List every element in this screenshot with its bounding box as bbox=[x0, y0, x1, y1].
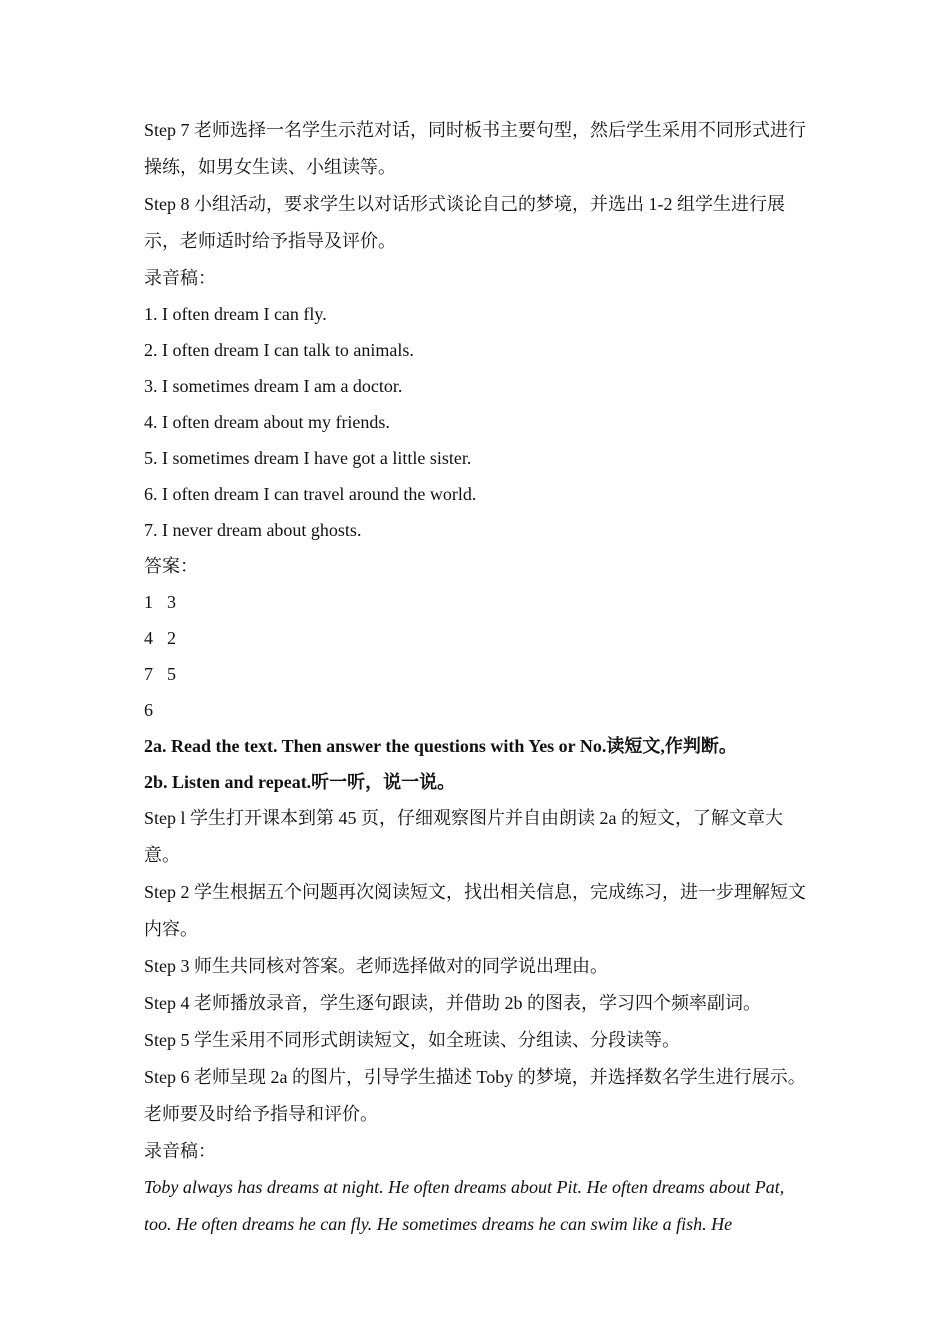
section-heading-2a: 2a. Read the text. Then answer the questions with Yes or No.读短文,作判断。 bbox=[144, 736, 737, 756]
answer-row-2 bbox=[144, 620, 810, 656]
step-5-paragraph: Step 5 学生采用不同形式朗读短文，如全班读、分组读、分段读等。 bbox=[144, 1030, 680, 1050]
answer-value: 3 bbox=[167, 592, 176, 612]
step-6-paragraph: Step 6 老师呈现 2a 的图片，引导学生描述 Toby 的梦境，并选择数名学生进行展示。老师要及时给予指导和评价。 bbox=[144, 1067, 806, 1124]
step-1-paragraph: Step l 学生打开课本到第 45 页，仔细观察图片并自由朗读 2a 的短文，了解文章大意。 bbox=[144, 808, 783, 865]
sentence-2: 2. I often dream I can talk to animals. bbox=[144, 340, 414, 360]
transcript-label: 录音稿： bbox=[144, 268, 216, 288]
answer-value: 1 bbox=[144, 592, 153, 612]
answer-value: 5 bbox=[167, 664, 176, 684]
answer-row-1 bbox=[144, 584, 810, 620]
answer-value: 4 bbox=[144, 628, 153, 648]
answer-row-3 bbox=[144, 656, 810, 692]
step-7-paragraph: Step 7 老师选择一名学生示范对话，同时板书主要句型，然后学生采用不同形式进行操练，如男女生读、小组读等。 bbox=[144, 120, 806, 177]
sentence-3: 3. I sometimes dream I am a doctor. bbox=[144, 376, 403, 396]
step-2-paragraph: Step 2 学生根据五个问题再次阅读短文，找出相关信息，完成练习，进一步理解短文内容。 bbox=[144, 882, 806, 939]
sentence-4: 4. I often dream about my friends. bbox=[144, 412, 390, 432]
answer-value: 6 bbox=[144, 700, 153, 720]
sentence-5: 5. I sometimes dream I have got a little sister. bbox=[144, 448, 472, 468]
transcript-label: 录音稿： bbox=[144, 1141, 216, 1161]
answer-value: 2 bbox=[167, 628, 176, 648]
step-4-paragraph: Step 4 老师播放录音，学生逐句跟读，并借助 2b 的图表，学习四个频率副词。 bbox=[144, 993, 761, 1013]
step-3-paragraph: Step 3 师生共同核对答案。老师选择做对的同学说出理由。 bbox=[144, 956, 608, 976]
answer-label: 答案： bbox=[144, 556, 198, 576]
answer-row-4 bbox=[144, 692, 810, 728]
answer-value: 7 bbox=[144, 664, 153, 684]
step-8-paragraph: Step 8 小组活动，要求学生以对话形式谈论自己的梦境，并选出 1-2 组学生进行展示，老师适时给予指导及评价。 bbox=[144, 194, 785, 251]
document-body bbox=[144, 112, 810, 1243]
sentence-7: 7. I never dream about ghosts. bbox=[144, 520, 362, 540]
sentence-1: 1. I often dream I can fly. bbox=[144, 304, 327, 324]
story-transcript: Toby always has dreams at night. He often dreams about Pit. He often dreams about Pat, too. He often dreams he can fly. He sometimes dreams he can swim like a fish. He bbox=[144, 1177, 785, 1234]
section-heading-2b: 2b. Listen and repeat.听一听，说一说。 bbox=[144, 772, 456, 792]
sentence-6: 6. I often dream I can travel around the world. bbox=[144, 484, 477, 504]
